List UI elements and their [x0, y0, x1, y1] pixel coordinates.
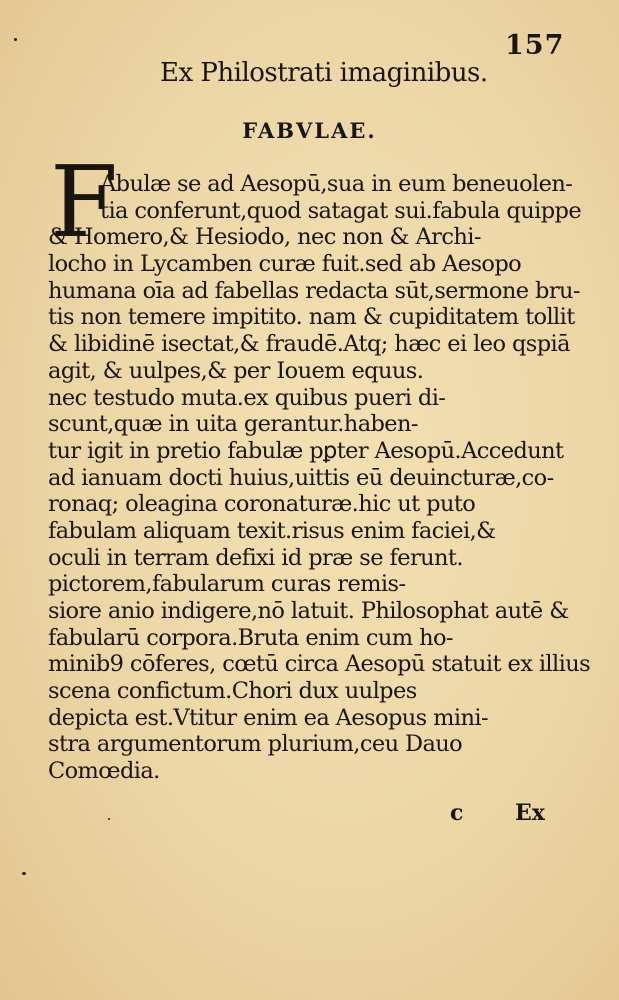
text-line: ad ianuam docti huius,uittis eū deuincturæ,co- [48, 464, 554, 491]
text-line: minib9 cōferes, cœtū circa Aesopū statuit ex illius [48, 651, 591, 678]
running-head: Ex Philostrati imaginibus. [160, 58, 488, 88]
page-number: 157 [505, 30, 565, 61]
text-line: pictorem,fabularum curas remis- [48, 571, 406, 598]
text-line: tis non temere impitito. nam & cupiditatem tollit [48, 304, 575, 331]
ink-speck [22, 872, 26, 875]
text-line: stra argumentorum plurium,ceu Dauo [48, 731, 463, 758]
text-line: depicta est.Vtitur enim ea Aesopus mini- [48, 704, 488, 731]
ink-speck [14, 38, 17, 41]
text-line: & libidinē isectat,& fraudē.Atq; hæc ei leo qspiā [48, 331, 570, 358]
text-line: fabularū corpora.Bruta enim cum ho- [48, 624, 453, 651]
ink-speck [108, 818, 110, 820]
catchword: Ex [515, 800, 545, 826]
text-line: Abulæ se ad Aesopū,sua in eum beneuolen- [100, 171, 573, 197]
text-line: humana oīa ad fabellas redacta sūt,sermone bru- [48, 277, 580, 304]
text-line: scunt,quæ in uita gerantur.haben- [48, 411, 418, 438]
text-line: Comœdia. [48, 758, 160, 785]
drop-cap-initial: F [50, 146, 118, 260]
text-line: nec testudo muta.ex quibus pueri di- [48, 384, 446, 411]
text-line: & Homero,& Hesiodo, nec non & Archi- [48, 224, 481, 251]
text-line: ronaq; oleagina coronaturæ.hic ut puto [48, 491, 476, 518]
text-line: locho in Lycamben curæ fuit.sed ab Aesopo [48, 251, 522, 278]
section-title: FABVLAE. [242, 118, 377, 143]
signature-mark: c [450, 800, 464, 826]
text-line: agit, & uulpes,& per Iouem equus. [48, 357, 424, 384]
text-line: oculi in terram defixi id præ se ferunt. [48, 544, 463, 571]
text-line: fabulam aliquam texit.risus enim faciei,& [48, 517, 496, 544]
text-line: tur igit in pretio fabulæ pꝑter Aesopū.Accedunt [48, 437, 564, 464]
text-line: tia conferunt,quod satagat sui.fabula quippe [100, 197, 582, 224]
text-line: siore anio indigere,nō latuit. Philosophat autē & [48, 598, 569, 624]
text-line: scena confictum.Chori dux uulpes [48, 678, 417, 705]
body-text [48, 171, 591, 785]
